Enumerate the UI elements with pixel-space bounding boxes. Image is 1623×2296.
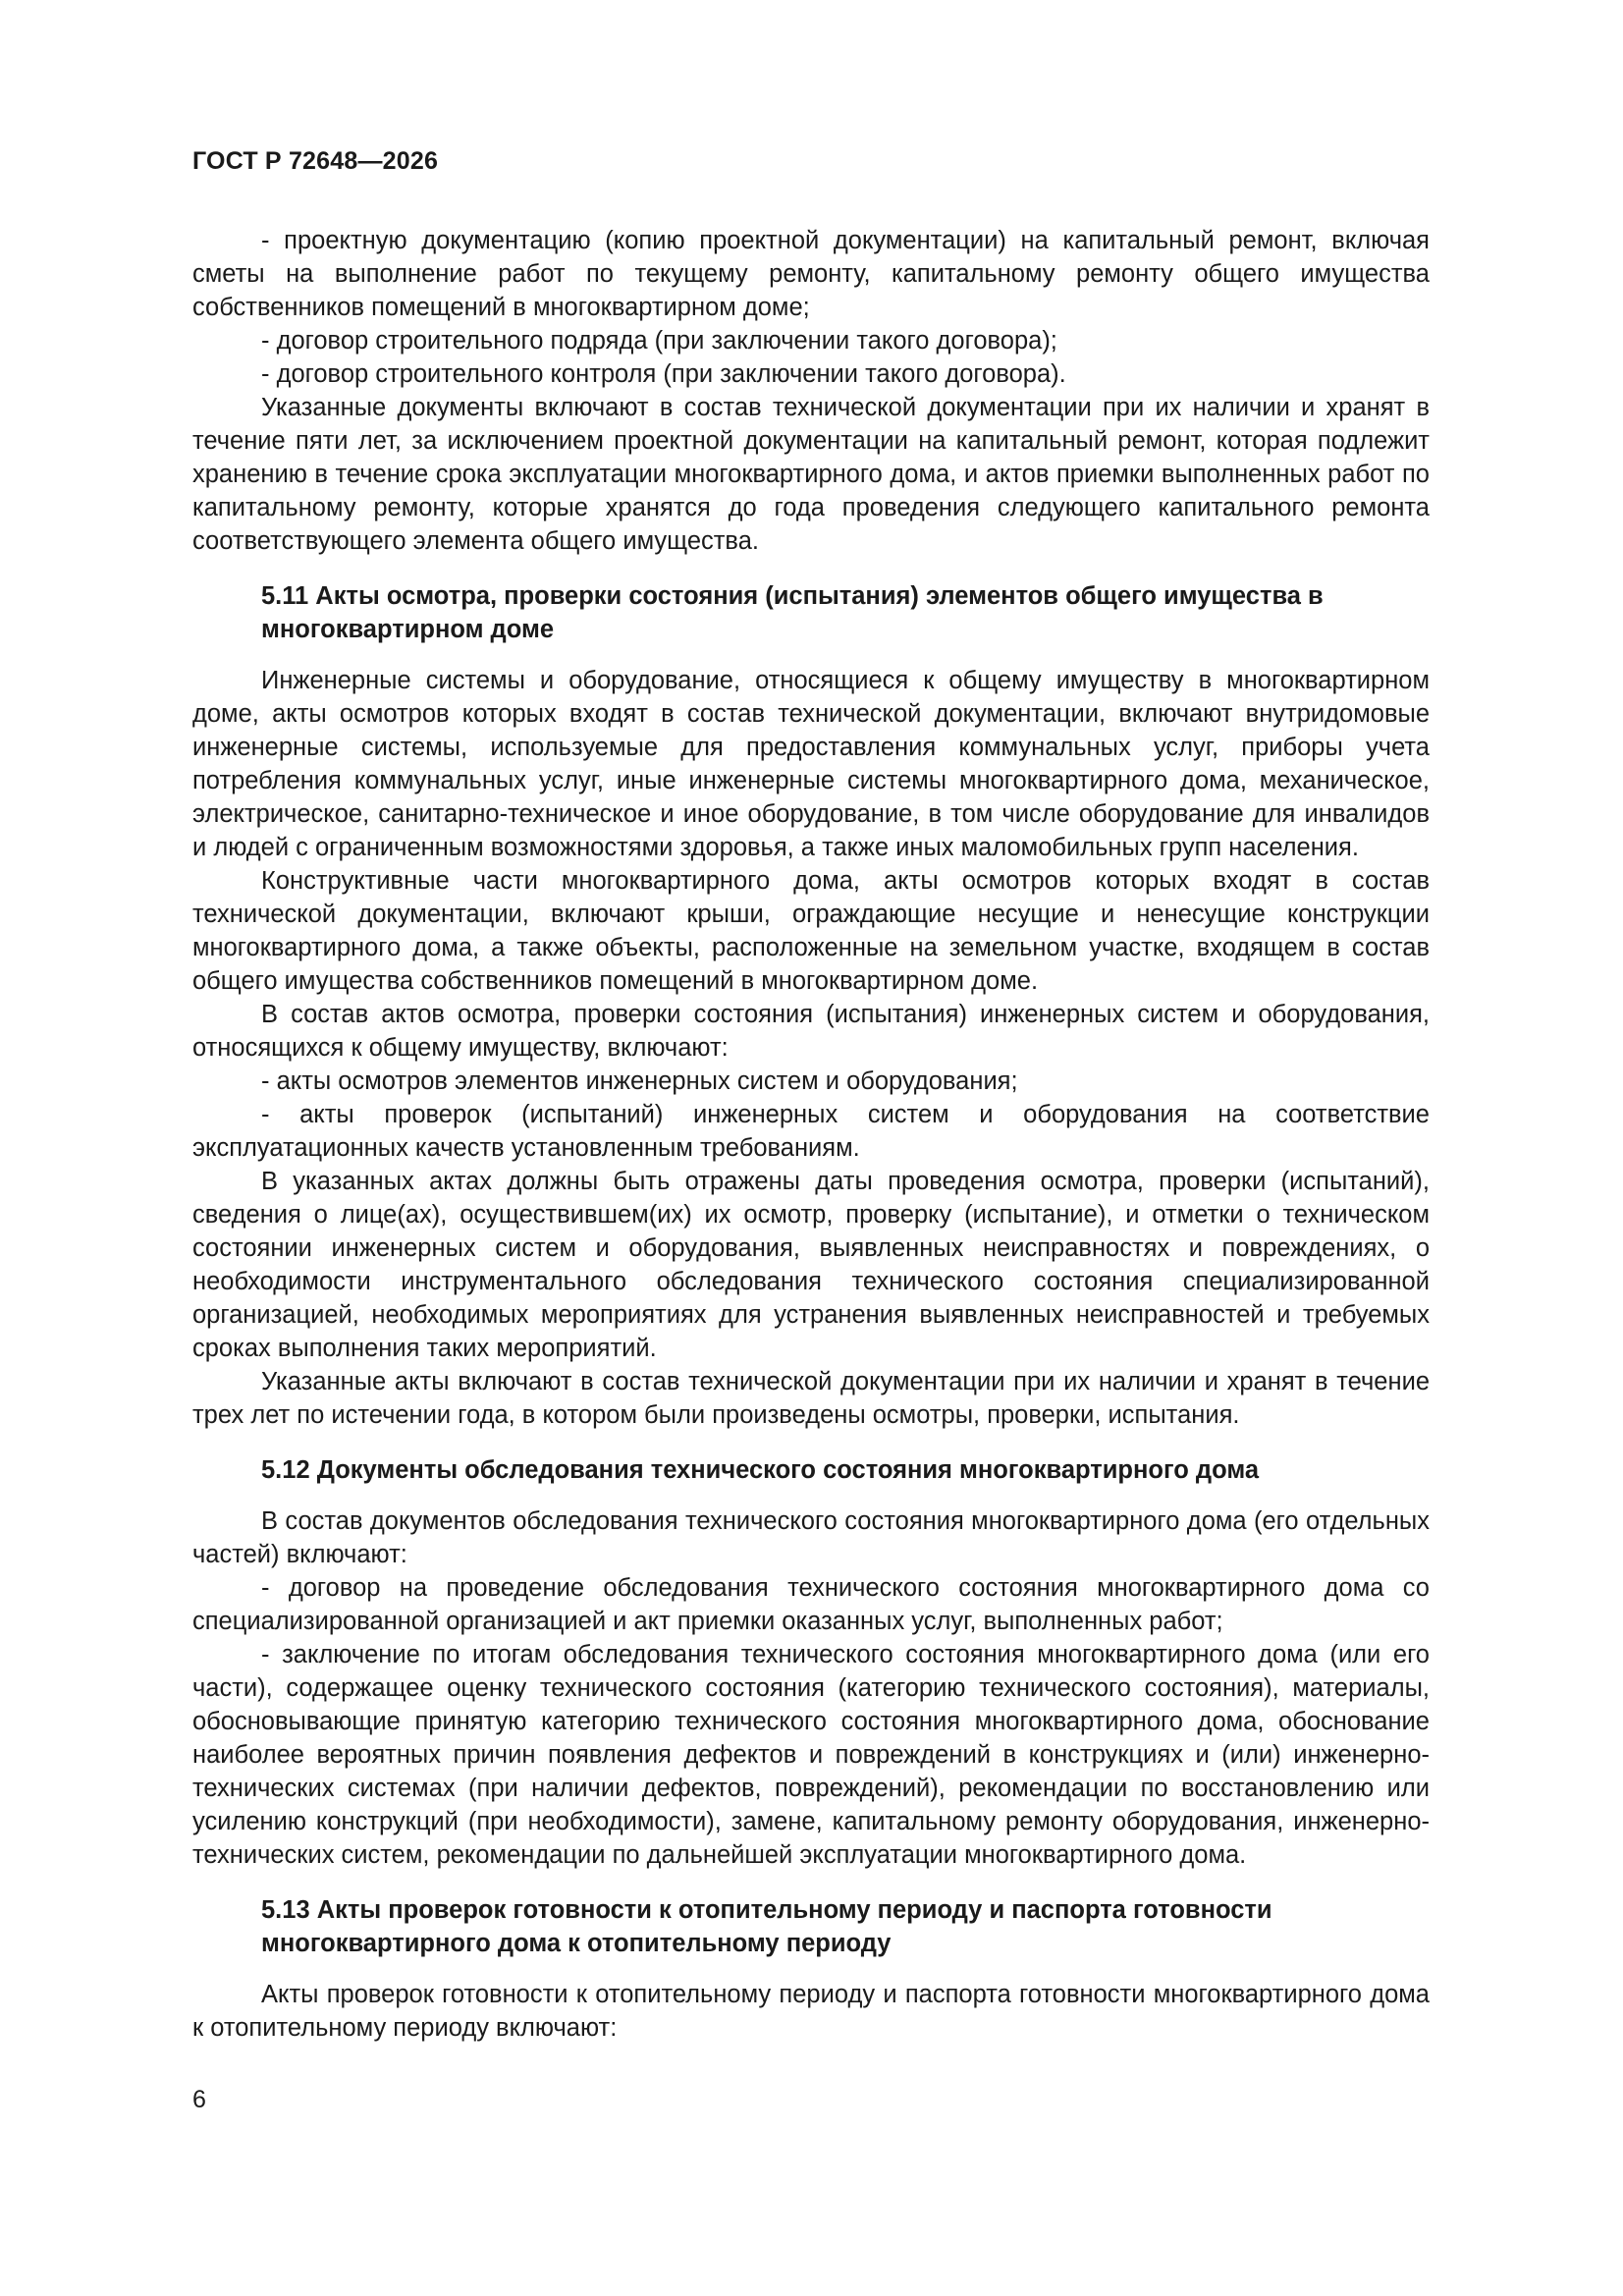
paragraph: Конструктивные части многоквартирного дома, акты осмотров которых входят в состав технической документации, включают крыши, ограждающие несущие и ненесущие конструкции многоквартирного дома, а также объекты, расположенные на земельном участке, входящем в состав общего имущества собственников помещений в многоквартирном доме. [192, 867, 1430, 995]
document-body [192, 224, 1430, 2045]
list-item: - акты проверок (испытаний) инженерных систем и оборудования на соответствие эксплуатационных качеств установленным требованиям. [192, 1101, 1430, 1162]
section-heading-5-12: 5.12 Документы обследования технического состояния многоквартирного дома [261, 1456, 1260, 1484]
paragraph: Акты проверок готовности к отопительному периоду и паспорта готовности многоквартирного дома к отопительному периоду включают: [192, 1981, 1430, 2042]
list-item: - акты осмотров элементов инженерных систем и оборудования; [261, 1067, 1018, 1095]
paragraph: Указанные документы включают в состав технической документации при их наличии и хранят в течение пяти лет, за исключением проектной документации на капитальный ремонт, которая подлежит хранению в течение срока эксплуатации многоквартирного дома, и актов приемки выполненных работ по капитальному ремонту, которые хранятся до года проведения следующего капитального ремонта соответствующего элемента общего имущества. [192, 394, 1430, 555]
paragraph: Инженерные системы и оборудование, относящиеся к общему имуществу в многоквартирном доме, акты осмотров которых входят в состав технической документации, включают внутридомовые инженерные системы, используемые для предоставления коммунальных услуг, приборы учета потребления коммунальных услуг, иные инженерные системы многоквартирного дома, механическое, электрическое, санитарно-техническое и иное оборудование, в том числе оборудование для инвалидов и людей с ограниченным возможностями здоровья, а также иных маломобильных групп населения. [192, 667, 1430, 861]
section-heading-5-11: 5.11 Акты осмотра, проверки состояния (испытания) элементов общего имущества в многоквартирном доме [261, 582, 1324, 643]
list-item: - договор на проведение обследования технического состояния многоквартирного дома со специализированной организацией и акт приемки оказанных услуг, выполненных работ; [192, 1574, 1430, 1635]
paragraph: Указанные акты включают в состав технической документации при их наличии и хранят в течение трех лет по истечении года, в котором были произведены осмотры, проверки, испытания. [192, 1368, 1430, 1429]
list-item: - договор строительного подряда (при заключении такого договора); [261, 327, 1057, 355]
paragraph: В указанных актах должны быть отражены даты проведения осмотра, проверки (испытаний), сведения о лице(ах), осуществившем(их) их осмотр, проверку (испытание), и отметки о техническом состоянии инженерных систем и оборудования, выявленных неисправностях и повреждениях, о необходимости инструментального обследования технического состояния специализированной организацией, необходимых мероприятиях для устранения выявленных неисправностей и требуемых сроках выполнения таких мероприятий. [192, 1168, 1430, 1362]
section-heading-5-13: 5.13 Акты проверок готовности к отопительному периоду и паспорта готовности многоквартирного дома к отопительному периоду [261, 1896, 1272, 1957]
paragraph: В состав документов обследования технического состояния многоквартирного дома (его отдельных частей) включают: [192, 1507, 1430, 1568]
paragraph: В состав актов осмотра, проверки состояния (испытания) инженерных систем и оборудования, относящихся к общему имуществу, включают: [192, 1001, 1430, 1062]
list-item: - заключение по итогам обследования технического состояния многоквартирного дома (или его части), содержащее оценку технического состояния (категорию технического состояния), материалы, обосновывающие принятую категорию технического состояния многоквартирного дома, обоснование наиболее вероятных причин появления дефектов и повреждений в конструкциях и (или) инженерно-технических системах (при наличии дефектов, повреждений), рекомендации по восстановлению или усилению конструкций (при необходимости), замене, капитальному ремонту оборудования, инженерно-технических систем, рекомендации по дальнейшей эксплуатации многоквартирного дома. [192, 1641, 1430, 1869]
document-header: ГОСТ Р 72648—2026 [192, 147, 439, 175]
list-item: - проектную документацию (копию проектной документации) на капитальный ремонт, включая сметы на выполнение работ по текущему ремонту, капитальному ремонту общего имущества собственников помещений в многоквартирном доме; [192, 227, 1430, 321]
page-number: 6 [192, 2086, 206, 2113]
list-item: - договор строительного контроля (при заключении такого договора). [261, 360, 1066, 388]
